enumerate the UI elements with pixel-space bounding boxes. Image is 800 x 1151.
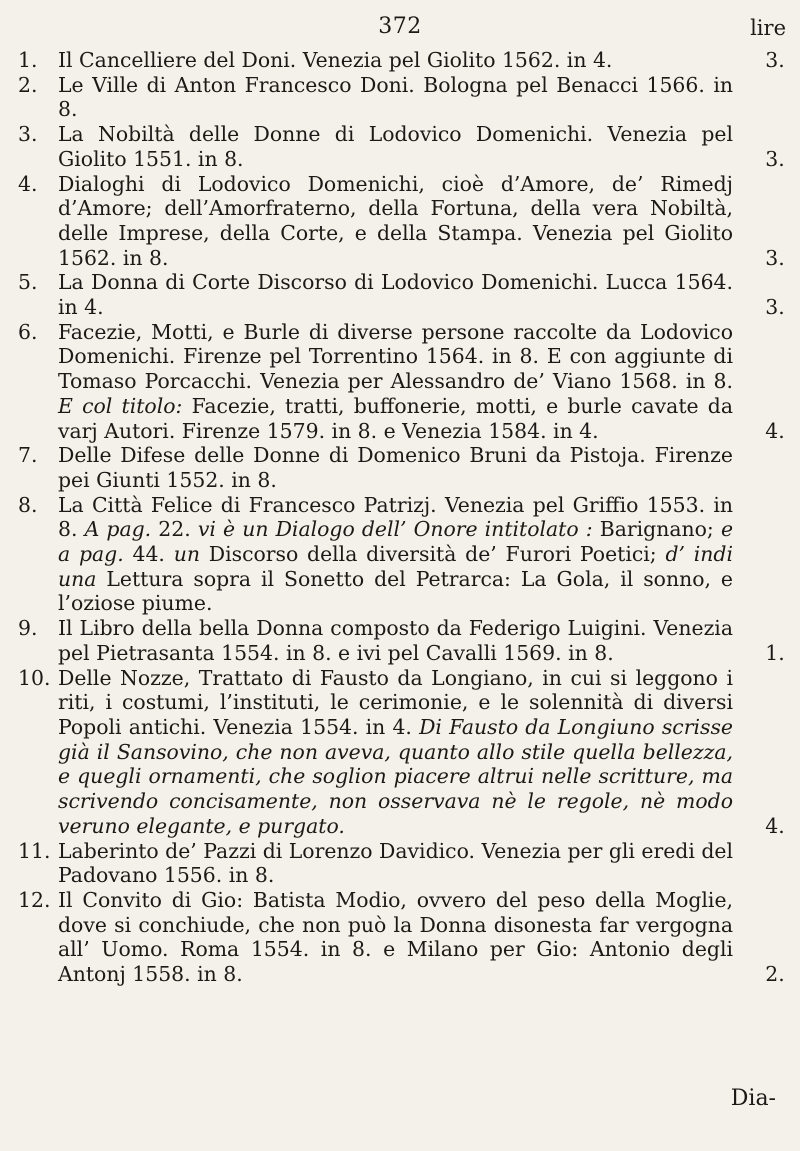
entry-price: 3. — [765, 48, 785, 72]
entry-text: 22. — [151, 517, 198, 542]
entry-text: Il Cancelliere del Doni. Venezia pel Giolito 1562. in 4. — [58, 48, 613, 72]
entry-number: 3. — [18, 122, 38, 147]
entry-text-italic: un — [173, 542, 200, 567]
entry-text: Delle Nozze, Trattato di Fausto da Longiano, in cui si leggono i riti, i costumi, l’instituti, le cerimonie, e le solennità di diversi Popoli antichi. Venezia 1554. in 4. — [58, 665, 733, 739]
entry-text: Dialoghi di Lodovico Domenichi, cioè d’Amore, de’ Rimedj d’Amore; dell’Amorfraterno, della Fortuna, della vera Nobiltà, delle Imprese, della Corte, e della Stampa. Venezia pel Giolito 1562. in 8. — [58, 171, 733, 270]
entry-text: 44. — [123, 542, 174, 567]
entry-text-italic: E col titolo: — [58, 393, 183, 418]
entry-text: Barignano; — [592, 517, 721, 542]
entry-number: 6. — [18, 319, 38, 344]
entry-text-italic: vi è un Dialogo dell’ Onore intitolato : — [197, 517, 593, 542]
entry-number: 1. — [18, 48, 38, 72]
entry-text: Il Convito di Gio: Batista Modio, ovvero del peso della Moglie, dove si conchiude, che non può la Donna disonesta far vergogna all’ Uomo. Roma 1554. in 8. e Milano per Gio: Antonio degli Antonj 1558. in 8. — [58, 887, 733, 987]
entry-price: 3. — [765, 295, 785, 320]
catalog-entry — [18, 839, 733, 888]
entry-price: 3. — [765, 146, 785, 171]
entry-text: La Città Felice di Francesco Patrizj. Venezia pel Griffio 1553. in 8. — [58, 492, 733, 542]
entry-text: Lettura sopra il Sonetto del Petrarca: La Gola, il sonno, e l’oziose piume. — [58, 566, 733, 616]
catalog-entry — [18, 493, 733, 617]
catalog-entry — [18, 443, 733, 492]
catalog-entry — [18, 887, 785, 987]
entry-price: 4. — [765, 813, 785, 838]
entry-text-italic: d’ indi una — [58, 542, 733, 591]
price-column-header: lire — [750, 16, 786, 40]
entry-text: Il Libro della bella Donna composto da Federigo Luigini. Venezia pel Pietrasanta 1554. in 8. e ivi pel Cavalli 1569. in 8. — [58, 616, 733, 665]
entry-number: 11. — [18, 838, 51, 863]
catalog-entries — [18, 48, 785, 987]
entry-number: 2. — [18, 72, 38, 97]
catalog-entry — [18, 270, 785, 320]
entry-price: 3. — [765, 245, 785, 270]
entry-text: Facezie, tratti, buffonerie, motti, e burle cavate da varj Autori. Firenze 1579. in 8. e Venezia 1584. in 4. — [58, 393, 734, 443]
entry-number: 10. — [18, 665, 51, 690]
entry-text: Laberinto de’ Pazzi di Lorenzo Davidico. Venezia per gli eredi del Padovano 1556. in 8. — [58, 838, 733, 888]
entry-text: Le Ville di Anton Francesco Doni. Bologna pel Benacci 1566. in 8. — [58, 72, 733, 122]
entry-number: 8. — [18, 492, 38, 517]
catalog-entry — [18, 48, 785, 73]
catalog-entry — [18, 616, 785, 665]
entry-text: Delle Difese delle Donne di Domenico Bruni da Pistoja. Firenze pei Giunti 1552. in 8. — [58, 443, 733, 492]
entry-number: 12. — [18, 887, 51, 912]
entry-price: 2. — [765, 962, 785, 987]
catalog-entry — [18, 122, 785, 171]
catalog-entry — [18, 665, 785, 839]
entry-text: Discorso della diversità de’ Furori Poetici; — [199, 542, 666, 567]
entry-number: 5. — [18, 270, 38, 295]
entry-text-italic: A pag. — [84, 517, 152, 542]
entry-text: La Nobiltà delle Donne di Lodovico Domenichi. Venezia pel Giolito 1551. in 8. — [58, 122, 733, 171]
entry-number: 7. — [18, 443, 38, 468]
catalog-entry — [18, 319, 785, 444]
catalog-entry — [18, 73, 733, 122]
entry-text-italic: e a pag. — [58, 517, 734, 567]
catchword: Dia- — [730, 1086, 776, 1111]
entry-number: 4. — [18, 171, 38, 196]
entry-text: Facezie, Motti, e Burle di diverse persone raccolte da Lodovico Domenichi. Firenze pel Torrentino 1564. in 8. E con aggiunte di Tomaso Porcacchi. Venezia per Alessandro de’ Viano 1568. in 8. — [58, 319, 733, 394]
entry-text: La Donna di Corte Discorso di Lodovico Domenichi. Lucca 1564. in 4. — [58, 270, 733, 320]
entry-number: 9. — [18, 616, 38, 641]
entry-price: 4. — [765, 418, 785, 443]
entry-price: 1. — [765, 640, 785, 665]
entry-text-italic: Di Fausto da Longiuno scrisse già il Sansovino, che non aveva, quanto allo stile quella bellezza, e quegli ornamenti, che soglion piacere altrui nelle scritture, ma scrivendo concisamente, non osservava nè le regole, nè modo veruno elegante, e purgato. — [58, 714, 733, 838]
catalog-entry — [18, 171, 785, 271]
page-number: 372 — [378, 14, 422, 39]
